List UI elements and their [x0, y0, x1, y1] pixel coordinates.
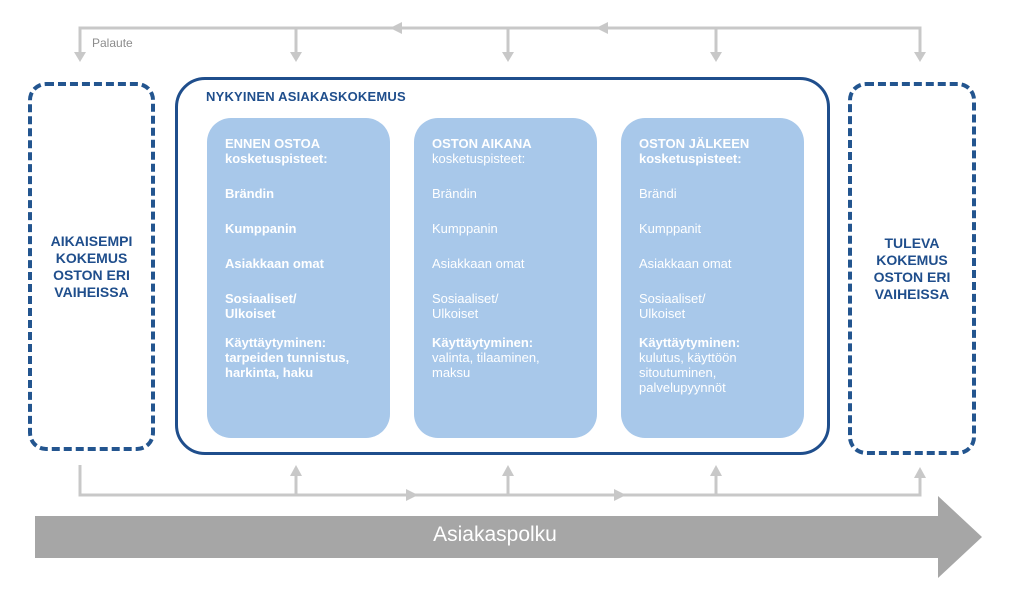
touchpoint-social: Sosiaaliset/ Ulkoiset [432, 291, 499, 321]
stage-subtitle: kosketuspisteet: [225, 151, 328, 166]
current-experience-box [175, 77, 830, 455]
future-experience-box [848, 82, 976, 455]
behavior-text: valinta, tilaaminen, maksu [432, 350, 540, 380]
future-experience-label: TULEVA KOKEMUS OSTON ERI VAIHEISSA [873, 234, 951, 302]
stage-title: OSTON AIKANA [432, 136, 532, 151]
feedback-arrowhead-left [74, 52, 86, 62]
touchpoint-partner: Kumppanin [225, 221, 297, 236]
touchpoint-brand: Brändin [432, 186, 477, 201]
feedback-arrowhead-2 [502, 52, 514, 62]
stage-title: OSTON JÄLKEEN [639, 136, 750, 151]
flow-arrowhead-up-3 [710, 465, 722, 476]
stage-subtitle: kosketuspisteet: [639, 151, 742, 166]
behavior-label: Käyttäytyminen: [639, 335, 741, 350]
feedback-loop [80, 28, 920, 55]
current-experience-title: NYKYINEN ASIAKASKOKEMUS [206, 89, 406, 104]
stage-during-purchase [414, 118, 597, 438]
stage-subtitle: kosketuspisteet: [432, 151, 526, 166]
feedback-arrowhead-4 [914, 52, 926, 62]
behavior-text: kulutus, käyttöön sitoutuminen, palvelupyynnöt [639, 350, 737, 395]
touchpoint-customer: Asiakkaan omat [225, 256, 324, 271]
flow-arrowhead-up-4 [914, 467, 926, 478]
feedback-direction-arrow-1 [390, 22, 402, 34]
touchpoint-social: Sosiaaliset/ Ulkoiset [225, 291, 297, 321]
feedback-direction-arrow-2 [596, 22, 608, 34]
behavior-text: tarpeiden tunnistus, harkinta, haku [225, 350, 350, 380]
feedback-label: Palaute [92, 36, 133, 50]
behavior-label: Käyttäytyminen: [432, 335, 534, 350]
flow-arrowhead-up-2 [502, 465, 514, 476]
touchpoint-partner: Kumppanin [432, 221, 498, 236]
stage-before-purchase [207, 118, 390, 438]
touchpoint-brand: Brändi [639, 186, 677, 201]
stage-after-purchase [621, 118, 804, 438]
touchpoint-partner: Kumppanit [639, 221, 702, 236]
previous-experience-label: AIKAISEMPI KOKEMUS OSTON ERI VAIHEISSA [50, 232, 133, 300]
flow-arrowhead-up-1 [290, 465, 302, 476]
touchpoint-brand: Brändin [225, 186, 275, 201]
feedback-arrowhead-3 [710, 52, 722, 62]
touchpoint-customer: Asiakkaan omat [639, 256, 732, 271]
forward-flow [80, 465, 920, 495]
touchpoint-social: Sosiaaliset/ Ulkoiset [639, 291, 706, 321]
flow-direction-arrow-1 [406, 489, 418, 501]
customer-path-label: Asiakaspolku [433, 523, 557, 546]
touchpoint-customer: Asiakkaan omat [432, 256, 525, 271]
stage-title: ENNEN OSTOA [225, 136, 321, 151]
feedback-arrowhead-1 [290, 52, 302, 62]
flow-direction-arrow-2 [614, 489, 626, 501]
previous-experience-box [28, 82, 155, 451]
behavior-label: Käyttäytyminen: [225, 335, 327, 350]
